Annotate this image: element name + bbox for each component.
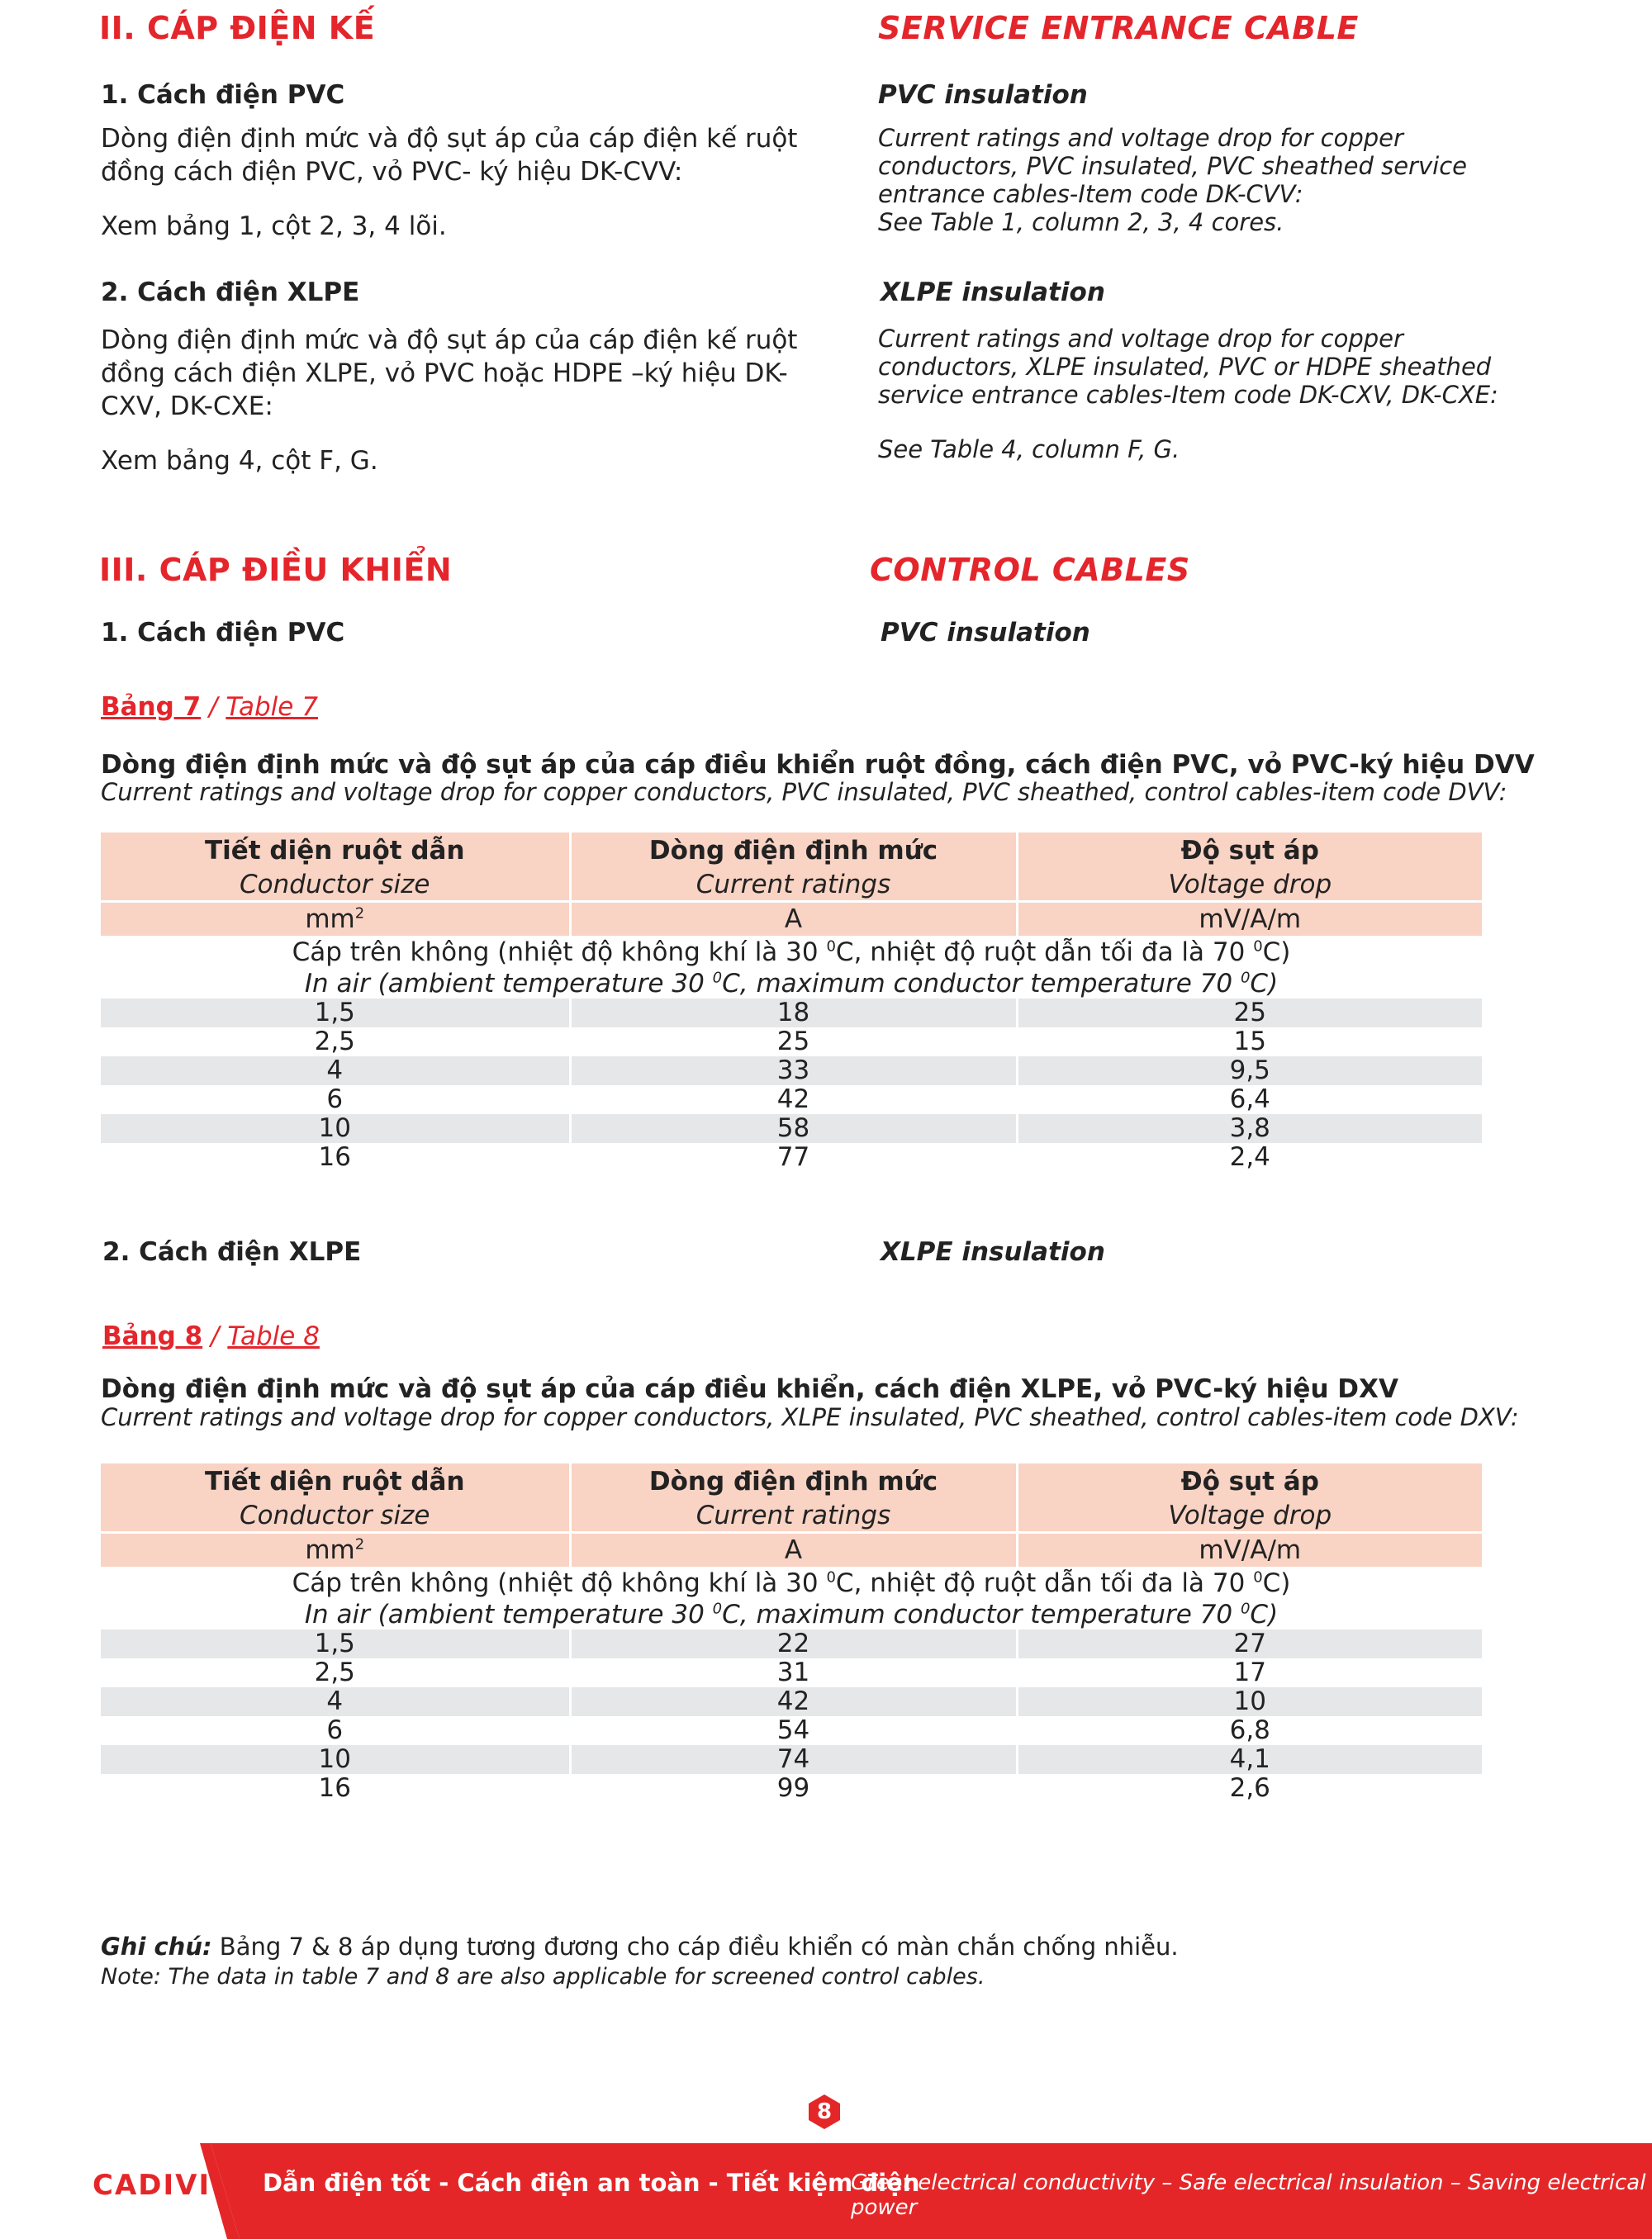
page-number-badge bbox=[806, 2094, 843, 2130]
table-row: 1,5 22 27 bbox=[101, 1629, 1482, 1658]
table-7-label: Bảng 7 / Table 7 bbox=[101, 692, 318, 722]
col-header-size-en: Conductor size bbox=[101, 869, 570, 902]
unit-size: $mm^2$ bbox=[101, 902, 570, 937]
section-3-title-vi: III. CÁP ĐIỀU KHIỂN bbox=[99, 552, 453, 588]
sec2-pvc-heading-en: PVC insulation bbox=[878, 80, 1088, 110]
unit-size: $mm^2$ bbox=[101, 1533, 570, 1568]
sec2-pvc-text-vi: Dòng điện định mức và độ sụt áp của cáp điện kế ruột đồng cách điện PVC, vỏ PVC- ký hiệu DK-CVV: bbox=[101, 124, 798, 187]
col-header-size-vi: Tiết diện ruột dẫn bbox=[101, 833, 570, 869]
table-row: 2,5 31 17 bbox=[101, 1658, 1482, 1687]
section-2-title-vi: II. CÁP ĐIỆN KẾ bbox=[99, 10, 376, 46]
table-row: 16 77 2,4 bbox=[101, 1143, 1482, 1172]
table-row: 4 33 9,5 bbox=[101, 1056, 1482, 1085]
table-row: 4 42 10 bbox=[101, 1687, 1482, 1716]
condition-en: In air (ambient temperature 30 $^0$C, maximum conductor temperature 70 $^0$C) bbox=[101, 969, 1482, 999]
table-row: 10 74 4,1 bbox=[101, 1745, 1482, 1774]
condition-en: In air (ambient temperature 30 $^0$C, maximum conductor temperature 70 $^0$C) bbox=[101, 1600, 1482, 1629]
table-8 bbox=[101, 1463, 1482, 1803]
sec3-xlpe-heading-en: XLPE insulation bbox=[881, 1237, 1105, 1267]
condition-vi: Cáp trên không (nhiệt độ không khí là 30 $^0$C, nhiệt độ ruột dẫn tối đa là 70 $^0$C) bbox=[101, 936, 1482, 969]
note-vi: Ghi chú: Bảng 7 & 8 áp dụng tương đương cho cáp điều khiển có màn chắn chống nhiễu. bbox=[101, 1933, 1179, 1961]
sec3-pvc-heading-en: PVC insulation bbox=[881, 618, 1090, 648]
table-7-caption-en: Current ratings and voltage drop for copper conductors, PVC insulated, PVC sheathed, control cables-item code DVV: bbox=[101, 778, 1507, 806]
sec2-xlpe-ref-vi: Xem bảng 4, cột F, G. bbox=[101, 446, 378, 476]
col-header-current-en: Current ratings bbox=[570, 869, 1017, 902]
sec3-pvc-heading-vi: 1. Cách điện PVC bbox=[101, 618, 345, 648]
table-7 bbox=[101, 833, 1482, 1172]
unit-current: A bbox=[570, 902, 1017, 937]
footer-slogan-vi: Dẫn điện tốt - Cách điện an toàn - Tiết kiệm điện bbox=[263, 2169, 920, 2197]
col-header-voltage-vi: Độ sụt áp bbox=[1017, 1463, 1482, 1500]
col-header-voltage-en: Voltage drop bbox=[1017, 1500, 1482, 1533]
sec3-xlpe-heading-vi: 2. Cách điện XLPE bbox=[102, 1237, 362, 1267]
col-header-voltage-vi: Độ sụt áp bbox=[1017, 833, 1482, 869]
col-header-current-vi: Dòng điện định mức bbox=[570, 833, 1017, 869]
table-7-caption-vi: Dòng điện định mức và độ sụt áp của cáp điều khiển ruột đồng, cách điện PVC, vỏ PVC-ký hiệu DVV bbox=[101, 750, 1535, 780]
unit-current: A bbox=[570, 1533, 1017, 1568]
sec2-pvc-text-en: Current ratings and voltage drop for copper conductors, PVC insulated, PVC sheathed service entrance cables-Item code DK-CVV: See Table 1, column 2, 3, 4 cores. bbox=[878, 124, 1467, 236]
footer-slogan-en: Great electrical conductivity – Safe electrical insulation – Saving electrical power bbox=[851, 2170, 1646, 2220]
table-row: 6 42 6,4 bbox=[101, 1085, 1482, 1114]
cadivi-logo: CADIVI bbox=[93, 2169, 211, 2202]
col-header-size-vi: Tiết diện ruột dẫn bbox=[101, 1463, 570, 1500]
note-en: Note: The data in table 7 and 8 are also applicable for screened control cables. bbox=[101, 1964, 985, 1990]
sec2-xlpe-text-en: Current ratings and voltage drop for copper conductors, XLPE insulated, PVC or HDPE sheathed service entrance cables-Item code DK-CXV, DK-CXE: bbox=[878, 325, 1498, 409]
sec2-xlpe-heading-vi: 2. Cách điện XLPE bbox=[101, 278, 360, 307]
table-row: 1,5 18 25 bbox=[101, 999, 1482, 1027]
unit-voltage: mV/A/m bbox=[1017, 902, 1482, 937]
sec2-pvc-ref-vi: Xem bảng 1, cột 2, 3, 4 lõi. bbox=[101, 211, 447, 241]
table-row: 16 99 2,6 bbox=[101, 1774, 1482, 1803]
section-3-title-en: CONTROL CABLES bbox=[870, 552, 1190, 588]
section-2-title-en: SERVICE ENTRANCE CABLE bbox=[878, 10, 1359, 46]
sec2-pvc-heading-vi: 1. Cách điện PVC bbox=[101, 80, 345, 110]
col-header-size-en: Conductor size bbox=[101, 1500, 570, 1533]
col-header-current-en: Current ratings bbox=[570, 1500, 1017, 1533]
unit-voltage: mV/A/m bbox=[1017, 1533, 1482, 1568]
sec2-xlpe-text-vi: Dòng điện định mức và độ sụt áp của cáp điện kế ruột đồng cách điện XLPE, vỏ PVC hoặc HDPE –ký hiệu DK- CXV, DK-CXE: bbox=[101, 325, 798, 421]
table-8-label: Bảng 8 / Table 8 bbox=[102, 1321, 320, 1351]
table-8-caption-vi: Dòng điện định mức và độ sụt áp của cáp điều khiển, cách điện XLPE, vỏ PVC-ký hiệu DXV bbox=[101, 1374, 1398, 1404]
sec2-xlpe-ref-en: See Table 4, column F, G. bbox=[878, 435, 1180, 463]
sec2-xlpe-heading-en: XLPE insulation bbox=[881, 278, 1105, 307]
col-header-current-vi: Dòng điện định mức bbox=[570, 1463, 1017, 1500]
table-row: 2,5 25 15 bbox=[101, 1027, 1482, 1056]
page-number: 8 bbox=[816, 2099, 833, 2124]
table-8-caption-en: Current ratings and voltage drop for copper conductors, XLPE insulated, PVC sheathed, control cables-item code DXV: bbox=[101, 1403, 1519, 1431]
table-row: 6 54 6,8 bbox=[101, 1716, 1482, 1745]
condition-vi: Cáp trên không (nhiệt độ không khí là 30 $^0$C, nhiệt độ ruột dẫn tối đa là 70 $^0$C) bbox=[101, 1567, 1482, 1600]
table-row: 10 58 3,8 bbox=[101, 1114, 1482, 1143]
col-header-voltage-en: Voltage drop bbox=[1017, 869, 1482, 902]
